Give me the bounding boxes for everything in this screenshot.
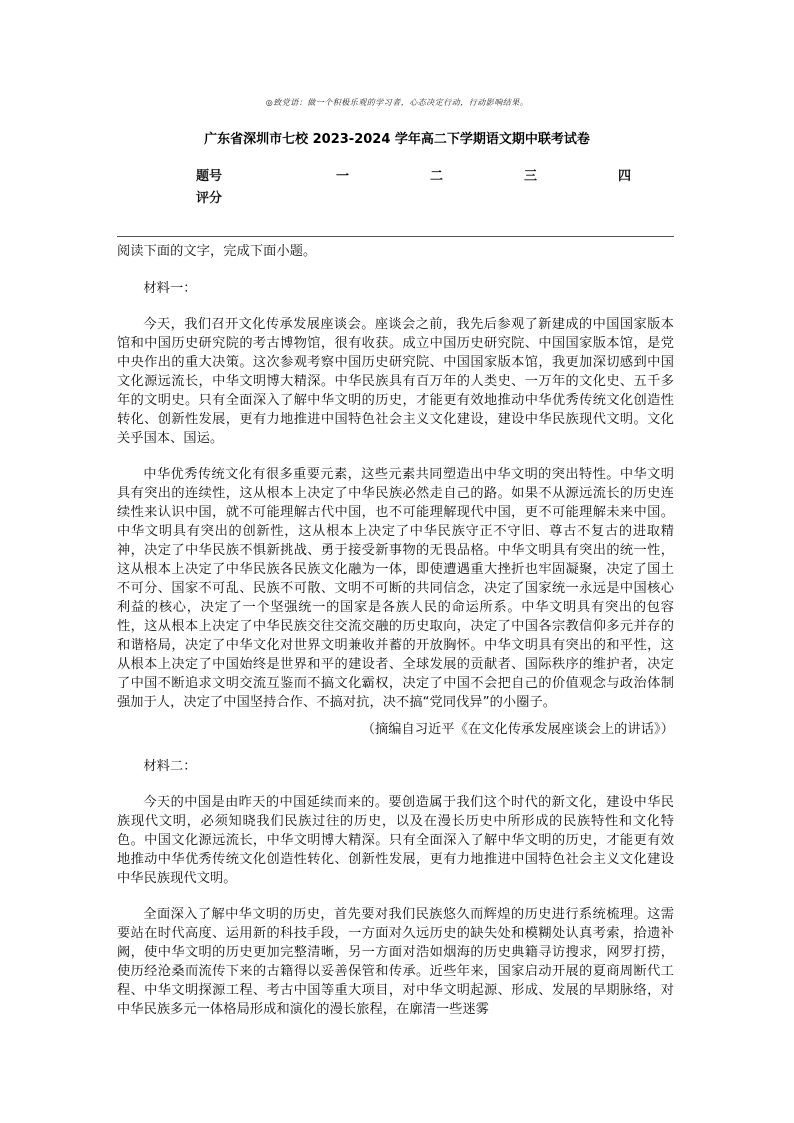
reading-instructions: 阅读下面的文字，完成下面小题。 <box>117 244 317 259</box>
material-2-label: 材料二： <box>143 759 197 774</box>
score-table-header-row <box>196 165 636 187</box>
score-table-column-3: 三 <box>524 169 538 184</box>
material-2-paragraph: 今天的中国是由昨天的中国延续而来的。要创造属于我们这个时代的新文化，建设中华民族现代文明，必须知晓我们民族过往的历史，以及在漫长历史中所形成的民族特性和文化特色。中国文化源远流长，中华文明博大精深。只有全面深入了解中华文明的历史，才能更有效地推动中华优秀传统文化创造性转化、创新性发展，更有力地推进中国特色社会主义文化建设中华民族现代文明。 <box>117 795 674 886</box>
divider-line <box>117 236 674 237</box>
exam-title: 广东省深圳市七校 2023-2024 学年高二下学期语文期中联考试卷 <box>204 132 590 147</box>
header-motto: ◎致党语：做一个积极乐观的学习者，心态决定行动，行动影响结果。 <box>265 98 529 107</box>
score-table-column-2: 二 <box>430 169 444 184</box>
material-1-paragraph: 中华优秀传统文化有很多重要元素，这些元素共同塑造出中华文明的突出特性。中华文明具有突出的连续性，这从根本上决定了中华民族必然走自己的路。如果不从源远流长的历史连续性来认识中国，就不可能理解古代中国，也不可能理解现代中国，更不可能理解未来中国。中华文明具有突出的创新性，这从根本上决定了中华民族守正不守旧、尊古不复古的进取精神，决定了中华民族不惧新挑战、勇于接受新事物的无畏品格。中华文明具有突出的统一性，这从根本上决定了中华民族各民族文化融为一体，即使遭遇重大挫折也牢固凝聚，决定了国土不可分、国家不可乱、民族不可散、文明不可断的共同信念，决定了国家统一永远是中国核心利益的核心，决定了一个坚强统一的国家是各族人民的命运所系。中华文明具有突出的包容性，这从根本上决定了中华民族交往交流交融的历史取向，决定了中国各宗教信仰多元并存的和谐格局，决定了中华文化对世界文明兼收并蓄的开放胸怀。中华文明具有突出的和平性，这从根本上决定了中国始终是世界和平的建设者、全球发展的贡献者、国际秩序的维护者，决定了中国不断追求文明交流互鉴而不搞文化霸权，决定了中国不会把自己的价值观念与政治体制强加于人，决定了中国坚持合作、不搞对抗，决不搞“党同伐异”的小圈子。 <box>117 467 674 710</box>
score-table <box>196 165 636 209</box>
score-table-column-4: 四 <box>618 169 632 184</box>
material-2-paragraph: 全面深入了解中华文明的历史，首先要对我们民族悠久而辉煌的历史进行系统梳理。这需要站在时代高度、运用新的科技手段，一方面对久远历史的缺失处和模糊处认真考索，拾遗补阙，使中华文明的历史更加完整清晰，另一方面对浩如烟海的历史典籍寻访搜求，网罗打捞，使历经沧桑而流传下来的古籍得以妥善保管和传承。近些年来，国家启动开展的夏商周断代工程、中华文明探源工程、考古中国等重大项目，对中华文明起源、形成、发展的早期脉络，对中华民族多元一体格局形成和演化的漫长旅程，在廓清一些迷雾 <box>117 907 674 1017</box>
score-table-column-1: 一 <box>336 169 350 184</box>
score-table-row-label: 题号 <box>196 169 223 184</box>
reading-section <box>117 240 674 1020</box>
score-table-score-label: 评分 <box>196 191 223 206</box>
score-table-score-row <box>196 187 636 209</box>
material-1-label: 材料一： <box>143 281 197 296</box>
material-1-paragraph: 今天，我们召开文化传承发展座谈会。座谈会之前，我先后参观了新建成的中国国家版本馆和中国历史研究院的考古博物馆，很有收获。成立中国历史研究院、中国国家版本馆，是党中央作出的重大决策。这次参观考察中国历史研究院、中国国家版本馆，我更加深切感到中国文化源远流长，中华文明博大精深。中华民族具有百万年的人类史、一万年的文化史、五千多年的文明史。只有全面深入了解中华文明的历史，才能更有效地推动中华优秀传统文化创造性转化、创新性发展，更有力地推进中国特色社会主义文化建设，建设中华民族现代文明。文化关乎国本、国运。 <box>117 317 674 446</box>
material-1-source: （摘编自习近平《在文化传承发展座谈会上的讲话》） <box>361 722 674 737</box>
